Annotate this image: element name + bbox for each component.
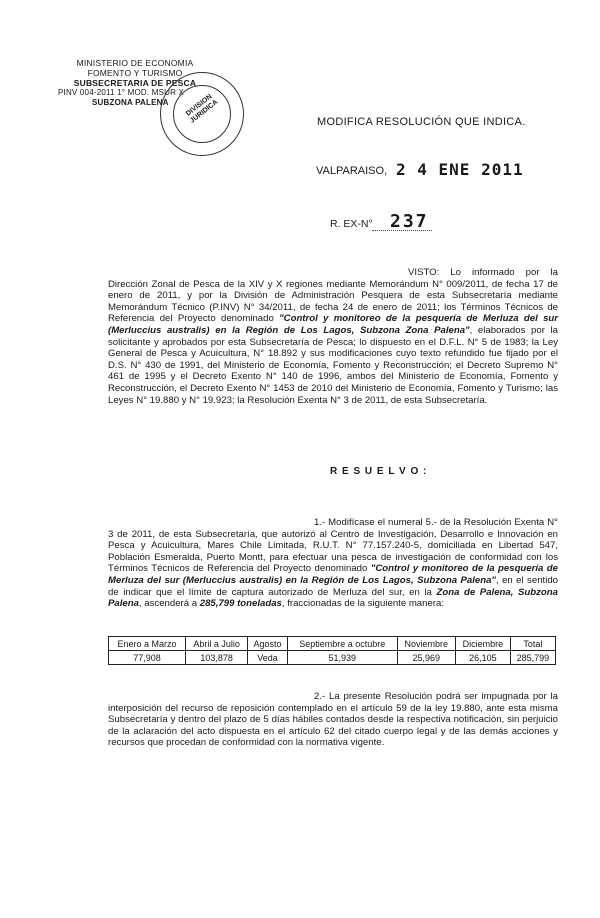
juridica-seal <box>160 72 244 156</box>
table-cell: 77,908 <box>109 651 186 665</box>
resolution-number: 237 <box>390 211 429 232</box>
table-cell: 26,105 <box>455 651 510 665</box>
item-1-text-c: , ascenderá a <box>138 598 200 610</box>
table-cell: 25,969 <box>397 651 455 665</box>
table-header-cell: Diciembre <box>455 637 510 651</box>
item-2-paragraph <box>108 691 558 749</box>
table-header-cell: Total <box>510 637 555 651</box>
item-1-zone: Zona de Palena, Subzona Palena <box>108 586 558 610</box>
item-1-project-title: "Control y monitoreo de la pesquería de Merluza del sur (Merluccius australis) en la Región de Los Lagos, Subzona Palena" <box>108 563 558 586</box>
table-header-cell: Enero a Marzo <box>109 637 186 651</box>
catch-distribution-table <box>108 636 556 665</box>
reference-subzona: SUBZONA PALENA <box>92 98 169 107</box>
resuelvo-heading: R E S U E L V O : <box>330 466 428 477</box>
item-1-lead: 1.- Modifícase el numeral 5.- de la Resolución <box>314 517 512 528</box>
visto-paragraph <box>108 267 558 406</box>
seal-center-text: DIVISION JURIDICA <box>184 93 220 125</box>
date-stamp: 2 4 ENE 2011 <box>396 160 524 179</box>
table-header-row <box>109 637 556 651</box>
table-cell: Veda <box>248 651 288 665</box>
subject-line: MODIFICA RESOLUCIÓN QUE INDICA. <box>317 116 526 128</box>
header-line-2: FOMENTO Y TURISMO <box>87 68 183 78</box>
item-1-text-d: , fraccionadas de la siguiente manera: <box>281 598 445 610</box>
item-1-paragraph <box>108 517 558 610</box>
table-row <box>109 651 556 665</box>
table-header-cell: Septiembre a octubre <box>287 637 397 651</box>
item-1-tonnage: 285,799 toneladas <box>199 598 282 610</box>
visto-text-2: , elaborados por la solicitante y aprobados por esta Subsecretaría de Pesca; lo dispuesto en el D.F.L. N° 5 de 1983; la Ley General de Pesca y Acuicultura, N° 18.892 y sus modificaciones cuyo texto refundido fue fijado por el D.S. N° 430 de 1991, del Ministerio de Economía, Fomento y Reconstrucción; el Decreto Supremo N° 461 de 1995 y el Decreto Exento N° 140 de 1996, ambos del Ministerio de Economía, Fomento y Reconstrucción, el Decreto Exento N° 1453 de 2010 del Ministerio de Economía, Fomento y Turismo; las Leyes N° 19.880 y N° 19.923; la Resolución Exenta N° 3 de 2011, de esta Subsecretaría. <box>108 324 558 406</box>
header-line-3: SUBSECRETARIA DE PESCA <box>73 78 197 88</box>
reference-code: PINV 004-2011 1° MOD. MSUR X <box>58 88 185 97</box>
table-cell: 51,939 <box>287 651 397 665</box>
item-1-text-b: , en el sentido de indicar que el límite de captura autorizado de Merluza del sur, en la <box>108 574 558 598</box>
visto-text-1: Lo informado por la Dirección Zonal de Pesca de la XIV y X regiones mediante Memorándum N° 009/2011, de fecha 17 de enero de 2011, y por la División de Administración Pesquera de esta Subsecretaría mediante Memorándum Técnico (P.INV) N° 34/2011, de fecha 24 de enero de 2011; los Términos Técnicos de Referencia del Proyecto denominado <box>108 267 558 325</box>
visto-project-title: "Control y monitoreo de la pesquería de Merluza del sur (Merluccius australis) en la Región de Los Lagos, Subzona Zona Palena" <box>108 313 558 336</box>
place-label: VALPARAISO, <box>316 165 388 177</box>
item-2-lead: 2.- La presente Resolución podrá ser impugnada <box>314 691 529 702</box>
item-2-text: por la interposición del recurso de reposición contemplado en el artículo 59 de la ley 19.880, ante esta misma Subsecretaría y dentro del plazo de 5 días hábiles contados desde la respectiva notificación, sin perjuicio de la aclaración del acto dispuesta en el artículo 62 del citado cuerpo legal y de las demás acciones y recursos que procedan de conformidad con la normativa vigente. <box>108 691 559 749</box>
resolution-prefix: R. EX-N° <box>330 218 373 230</box>
table-header-cell: Noviembre <box>397 637 455 651</box>
resolution-underline <box>372 230 432 231</box>
table-header-cell: Abril a Julio <box>186 637 248 651</box>
visto-label: VISTO: <box>408 267 440 278</box>
table-header-cell: Agosto <box>248 637 288 651</box>
table-cell: 103,878 <box>186 651 248 665</box>
table-cell: 285,799 <box>510 651 555 665</box>
item-1-text-a: Exenta N° 3 de 2011, de esta Subsecretaría, que autorizó al Centro de Investigación, Desarrollo e Innovación en Pesca y Acuicultura, Mares Chile Limitada, R.U.T. N° 77.157.240-5, domiciliada en Libertad 547, Población Esmeralda, Puerto Montt, para efectuar una pesca de investigación de conformidad con los Términos Técnicos de Referencia del Proyecto denominado <box>108 517 558 575</box>
header-line-1: MINISTERIO DE ECONOMIA <box>76 58 194 68</box>
